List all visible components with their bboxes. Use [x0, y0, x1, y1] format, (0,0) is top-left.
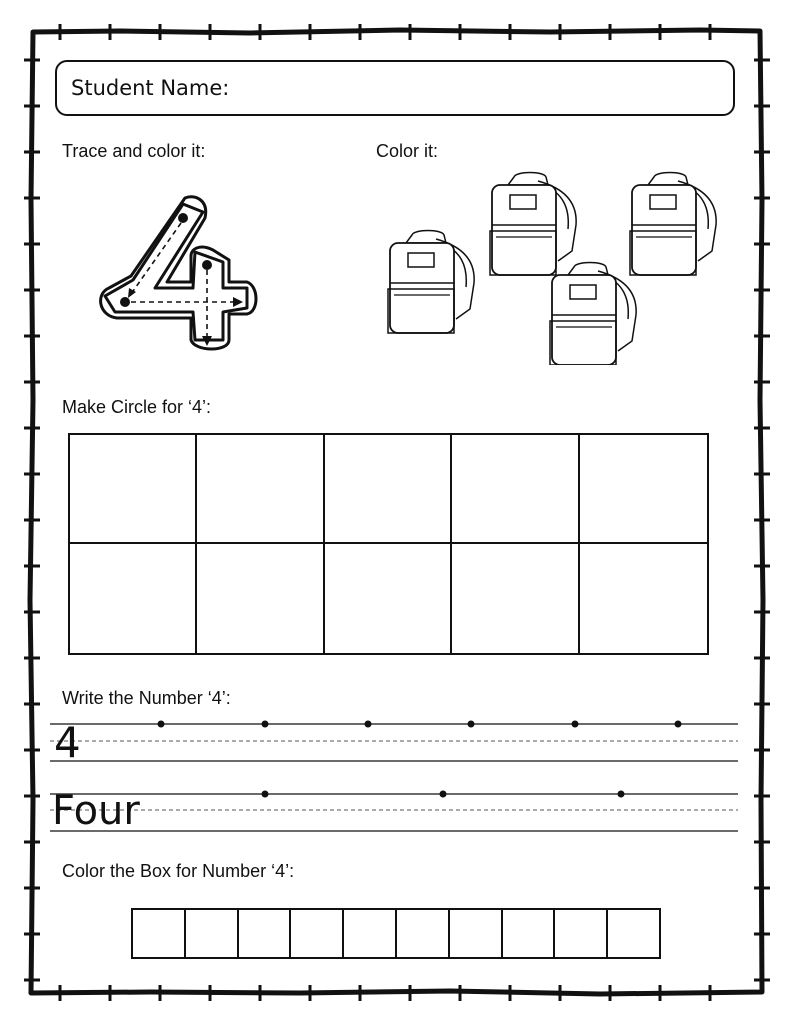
color-box-strip [131, 908, 661, 959]
color-box[interactable] [450, 910, 503, 957]
ten-frame-cell[interactable] [325, 544, 452, 653]
backpack-icon[interactable] [490, 173, 576, 276]
student-name-label: Student Name: [71, 76, 230, 100]
ten-frame-cell[interactable] [197, 435, 324, 544]
color-box-section-label: Color the Box for Number ‘4’: [62, 861, 295, 881]
numeral-example: 4 [54, 718, 81, 767]
ten-frame-cell[interactable] [197, 544, 324, 653]
color-box[interactable] [397, 910, 450, 957]
trace-section-label: Trace and color it: [62, 141, 206, 161]
color-box[interactable] [186, 910, 239, 957]
ten-frame-cell[interactable] [70, 544, 197, 653]
backpack-icon[interactable] [550, 263, 636, 366]
backpack-icon[interactable] [388, 231, 474, 334]
color-box[interactable] [133, 910, 186, 957]
color-box[interactable] [503, 910, 556, 957]
ten-frame-cell[interactable] [580, 435, 707, 544]
color-section-label: Color it: [376, 141, 439, 161]
trace-digit-four[interactable] [95, 190, 260, 360]
ten-frame-cell[interactable] [452, 435, 579, 544]
circle-section-label: Make Circle for ‘4’: [62, 397, 212, 417]
write-section-label: Write the Number ‘4’: [62, 688, 231, 708]
color-box[interactable] [555, 910, 608, 957]
color-box[interactable] [608, 910, 659, 957]
ten-frame-cell[interactable] [325, 435, 452, 544]
color-box[interactable] [239, 910, 292, 957]
ten-frame-cell[interactable] [580, 544, 707, 653]
color-box[interactable] [344, 910, 397, 957]
handwriting-lines [50, 715, 740, 840]
word-example: Four [52, 788, 140, 834]
ten-frame-cell[interactable] [70, 435, 197, 544]
backpack-icon[interactable] [630, 173, 716, 276]
ten-frame-grid [68, 433, 709, 655]
color-box[interactable] [291, 910, 344, 957]
ten-frame-cell[interactable] [452, 544, 579, 653]
student-name-box[interactable] [55, 60, 735, 116]
backpack-group [384, 165, 729, 365]
